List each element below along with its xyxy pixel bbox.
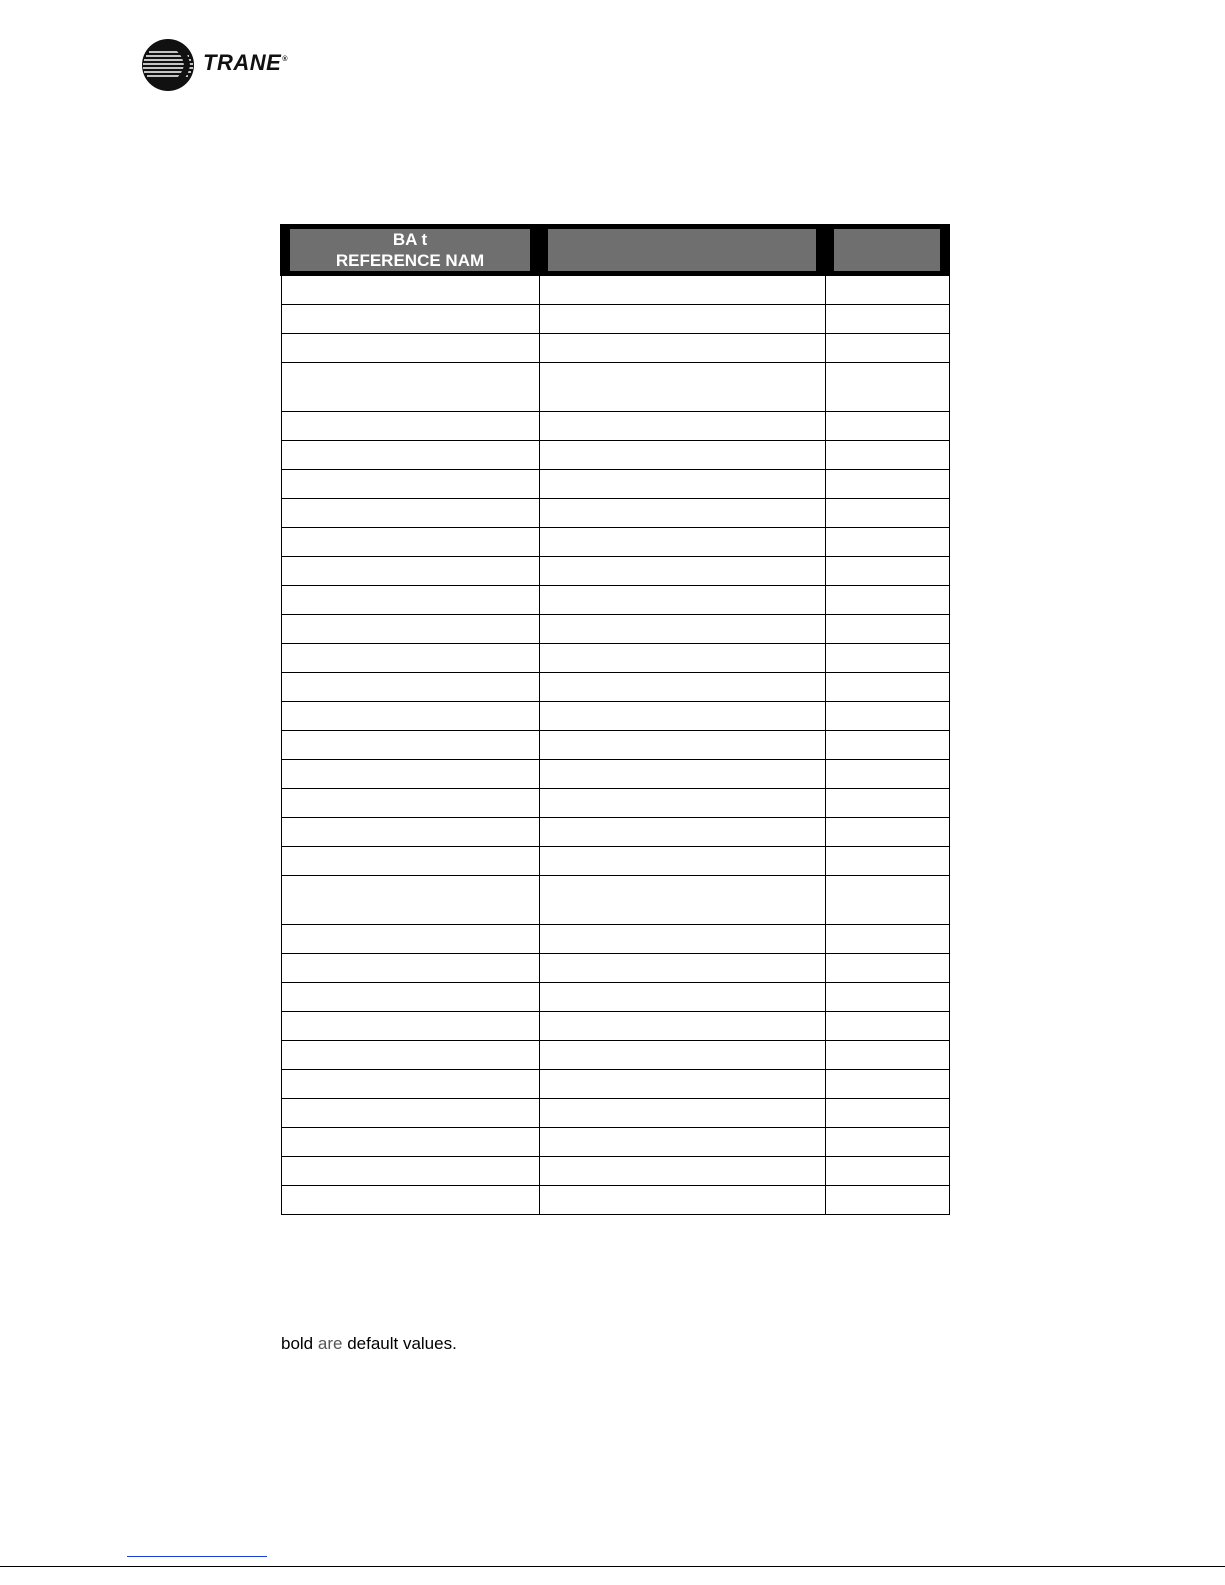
table-cell: [539, 1070, 825, 1099]
table-cell: [281, 334, 539, 363]
table-cell: [539, 1128, 825, 1157]
table-cell: [281, 1128, 539, 1157]
table-cell: [825, 731, 949, 760]
table-cell: [281, 412, 539, 441]
table-cell: [825, 1186, 949, 1215]
table-cell: [281, 615, 539, 644]
table-cell: [825, 673, 949, 702]
table-row: [281, 818, 949, 847]
table-cell: [539, 1012, 825, 1041]
table-row: [281, 1128, 949, 1157]
table-row: [281, 954, 949, 983]
table-cell: [825, 1070, 949, 1099]
table-cell: [281, 673, 539, 702]
table-cell: [825, 557, 949, 586]
table-cell: [281, 363, 539, 412]
table-row: [281, 1099, 949, 1128]
table-cell: [281, 586, 539, 615]
table-cell: [825, 1157, 949, 1186]
table-cell: [825, 441, 949, 470]
header-cell-3: [825, 225, 949, 275]
table-row: [281, 1041, 949, 1070]
table-cell: [825, 275, 949, 305]
table-row: [281, 1012, 949, 1041]
table-cell: [281, 1157, 539, 1186]
table-header-row: [281, 225, 949, 275]
table-cell: [825, 925, 949, 954]
table-row: [281, 412, 949, 441]
table-cell: [825, 586, 949, 615]
table-cell: [281, 528, 539, 557]
table-row: [281, 731, 949, 760]
table-cell: [825, 1099, 949, 1128]
table-cell: [825, 499, 949, 528]
table-cell: [539, 363, 825, 412]
table-cell: [281, 557, 539, 586]
table-cell: [281, 818, 539, 847]
points-table: [280, 224, 950, 1215]
table-cell: [825, 615, 949, 644]
table-row: [281, 983, 949, 1012]
table-cell: [281, 925, 539, 954]
table-row: [281, 305, 949, 334]
table-cell: [281, 275, 539, 305]
table-cell: [281, 305, 539, 334]
table-cell: [539, 1157, 825, 1186]
table-cell: [539, 1099, 825, 1128]
table-row: [281, 789, 949, 818]
table-cell: [825, 954, 949, 983]
table-cell: [539, 334, 825, 363]
table-cell: [281, 876, 539, 925]
table-cell: [539, 470, 825, 499]
table-cell: [539, 818, 825, 847]
table-cell: [825, 760, 949, 789]
table-cell: [281, 1186, 539, 1215]
table-row: [281, 528, 949, 557]
table-cell: [281, 441, 539, 470]
table-row: [281, 876, 949, 925]
table-cell: [825, 363, 949, 412]
table-row: [281, 499, 949, 528]
table-row: [281, 702, 949, 731]
trane-globe-icon: [141, 38, 195, 92]
table-row: [281, 673, 949, 702]
table-row: [281, 363, 949, 412]
table-cell: [825, 1128, 949, 1157]
table-cell: [539, 760, 825, 789]
table-cell: [825, 702, 949, 731]
table-cell: [281, 731, 539, 760]
table-cell: [539, 586, 825, 615]
table-cell: [539, 876, 825, 925]
table-cell: [539, 702, 825, 731]
table-cell: [539, 789, 825, 818]
table-cell: [539, 847, 825, 876]
table-cell: [539, 1186, 825, 1215]
table-cell: [539, 528, 825, 557]
table-cell: [825, 305, 949, 334]
table-cell: [281, 760, 539, 789]
table-cell: [825, 528, 949, 557]
table-row: [281, 275, 949, 305]
table-row: [281, 441, 949, 470]
table-cell: [281, 847, 539, 876]
table-cell: [539, 1041, 825, 1070]
table-cell: [281, 702, 539, 731]
table-cell: [539, 499, 825, 528]
table-row: [281, 615, 949, 644]
table-cell: [825, 818, 949, 847]
header-line-1: BA t: [392, 230, 428, 249]
table-row: [281, 925, 949, 954]
table-cell: [825, 983, 949, 1012]
table-cell: [539, 983, 825, 1012]
table-row: [281, 557, 949, 586]
table-row: [281, 586, 949, 615]
table-cell: [281, 789, 539, 818]
table-cell: [539, 275, 825, 305]
table-cell: [825, 334, 949, 363]
table-cell: [539, 644, 825, 673]
table-cell: [539, 441, 825, 470]
table-cell: [281, 644, 539, 673]
table-cell: [539, 615, 825, 644]
table-cell: [281, 1012, 539, 1041]
table-cell: [539, 305, 825, 334]
table-cell: [825, 644, 949, 673]
table-cell: [281, 983, 539, 1012]
table-row: [281, 1157, 949, 1186]
table-row: [281, 1070, 949, 1099]
table-row: [281, 644, 949, 673]
table-row: [281, 1186, 949, 1215]
table-cell: [539, 954, 825, 983]
table-cell: [281, 954, 539, 983]
footer-link-underline[interactable]: [127, 1556, 267, 1557]
table-cell: [539, 731, 825, 760]
table-cell: [825, 847, 949, 876]
table-cell: [825, 1012, 949, 1041]
table-row: [281, 760, 949, 789]
table-cell: [539, 673, 825, 702]
table-cell: [539, 925, 825, 954]
table-cell: [539, 557, 825, 586]
table-cell: [539, 412, 825, 441]
table-cell: [825, 412, 949, 441]
header-cell-2: [539, 225, 825, 275]
table-cell: [825, 876, 949, 925]
trane-logo: [141, 37, 288, 93]
table-cell: [825, 789, 949, 818]
table-cell: [825, 1041, 949, 1070]
default-values-note: bold are default values.: [281, 1334, 457, 1353]
table-row: [281, 847, 949, 876]
header-line-2: REFERENCE NAM: [335, 251, 485, 270]
footer-rule: [0, 1566, 1225, 1567]
table-cell: [281, 470, 539, 499]
table-cell: [281, 1099, 539, 1128]
brand-wordmark: TRANE®: [203, 50, 288, 75]
table-cell: [825, 470, 949, 499]
table-cell: [281, 1041, 539, 1070]
table-row: [281, 334, 949, 363]
header-cell-reference-name: [281, 225, 539, 275]
table-row: [281, 470, 949, 499]
table-cell: [281, 1070, 539, 1099]
table-cell: [281, 499, 539, 528]
